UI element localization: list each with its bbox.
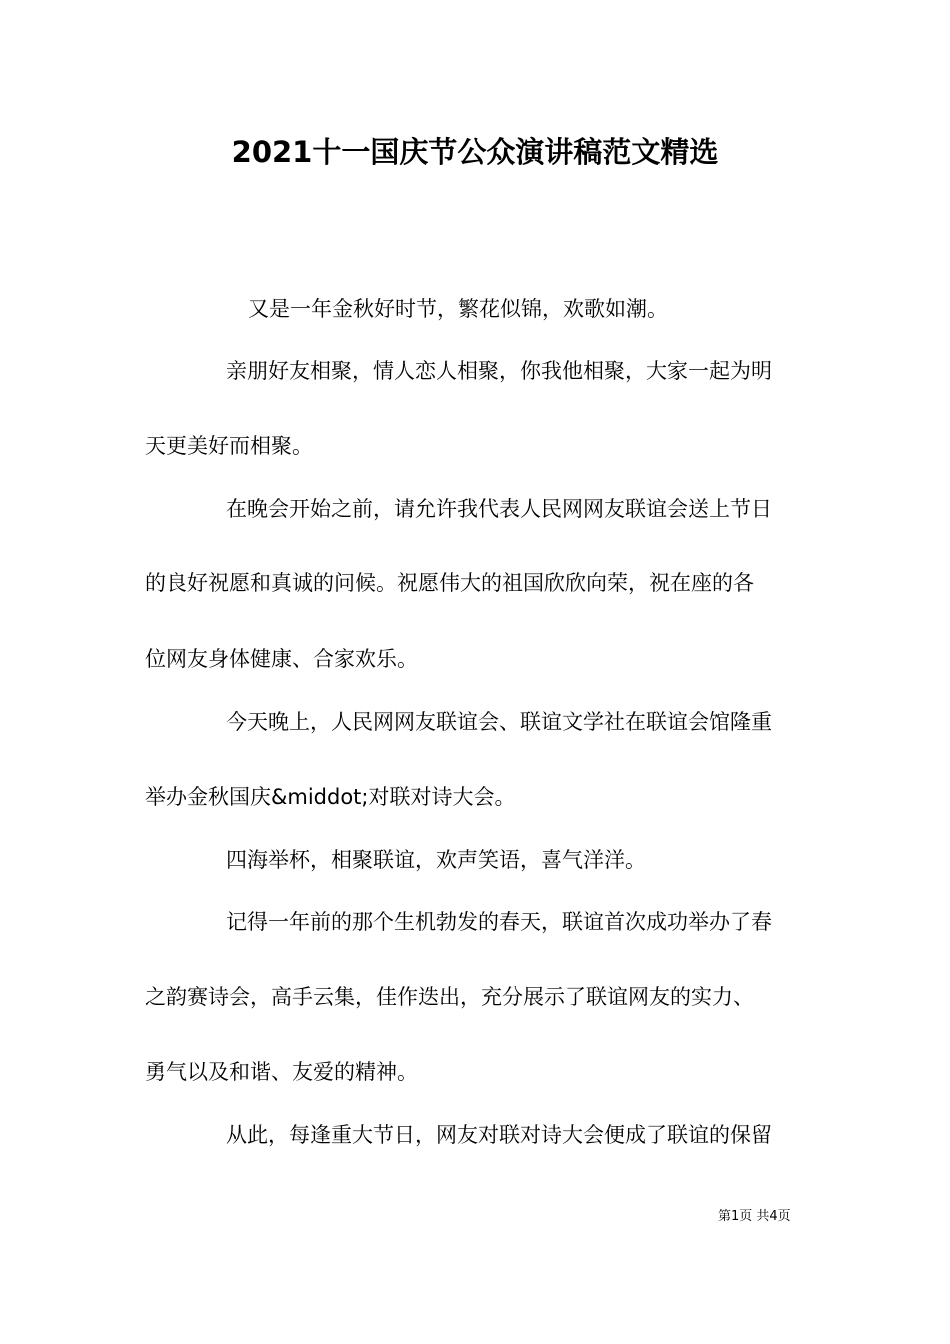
paragraph-line: 在晚会开始之前，请允许我代表人民网网友联谊会送上节日 (226, 497, 772, 521)
paragraph-line: 记得一年前的那个生机勃发的春天，联谊首次成功举办了春 (226, 910, 772, 934)
paragraph-line: 从此，每逢重大节日，网友对联对诗大会便成了联谊的保留 (226, 1123, 772, 1147)
paragraph-line: 天更美好而相聚。 (145, 434, 313, 458)
paragraph-line: 位网友身体健康、合家欢乐。 (145, 647, 418, 671)
paragraph-line: 之韵赛诗会，高手云集，佳作迭出，充分展示了联谊网友的实力、 (145, 985, 754, 1009)
paragraph-line: 四海举杯，相聚联谊，欢声笑语，喜气洋洋。 (226, 848, 646, 872)
document-title: 2021十一国庆节公众演讲稿范文精选 (231, 135, 719, 169)
paragraph-line: 亲朋好友相聚，情人恋人相聚，你我他相聚，大家一起为明 (226, 359, 772, 383)
paragraph-line: 今天晚上，人民网网友联谊会、联谊文学社在联谊会馆隆重 (226, 710, 772, 734)
paragraph-line: 勇气以及和谐、友爱的精神。 (145, 1060, 418, 1084)
paragraph-line: 的良好祝愿和真诚的问候。祝愿伟大的祖国欣欣向荣，祝在座的各 (145, 571, 754, 595)
paragraph-line: 举办金秋国庆&middot;对联对诗大会。 (145, 785, 516, 809)
page-number-footer: 第1页 共4页 (718, 1209, 791, 1224)
paragraph-line: 又是一年金秋好时节，繁花似锦，欢歌如潮。 (248, 297, 668, 321)
